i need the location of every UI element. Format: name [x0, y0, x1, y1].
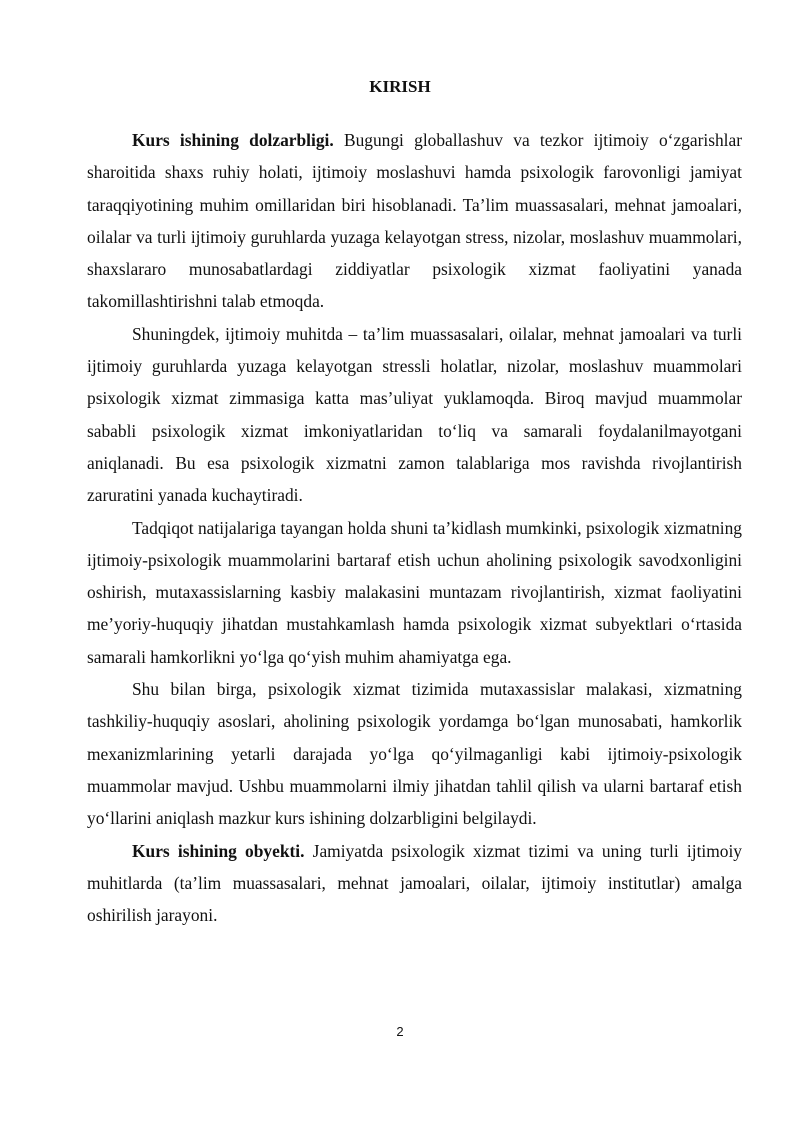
paragraph: [87, 673, 742, 834]
paragraph-lead: Kurs ishining dolzarbligi.: [132, 130, 334, 150]
document-body: [87, 124, 742, 931]
paragraph-text: Shu bilan birga, psixologik xizmat tizimida mutaxassislar malakasi, xizmatning tashkiliy-huquqiy asoslari, aholining psixologik yordamga bo‘lgan munosabati, hamkorlik mexanizmlarining yetarli darajada yo‘lga qo‘yilmaganligi kabi ijtimoiy-psixologik muammolar mavjud. Ushbu muammolarni ilmiy jihatdan tahlil qilish va ularni bartaraf etish yo‘llarini aniqlash mazkur kurs ishining dolzarbligini belgilaydi.: [87, 679, 742, 829]
paragraph-relevance: [87, 124, 742, 318]
paragraph: [87, 318, 742, 512]
paragraph-text: Tadqiqot natijalariga tayangan holda shuni ta’kidlash mumkinki, psixologik xizmatning ijtimoiy-psixologik muammolarini bartaraf etish uchun aholining psixologik savodxonligini oshirish, mutaxassislarning kasbiy malakasini muntazam rivojlantirish, xizmat faoliyatini me’yoriy-huquqiy jihatdan mustahkamlash hamda psixologik xizmat subyektlari o‘rtasida samarali hamkorlikni yo‘lga qo‘yish muhim ahamiyatga ega.: [87, 517, 742, 667]
page-number: 2: [396, 1024, 404, 1039]
paragraph-text: Shuningdek, ijtimoiy muhitda – ta’lim muassasalari, oilalar, mehnat jamoalari va turli ijtimoiy guruhlarda yuzaga kelayotgan stressli holatlar, nizolar, moslashuv muammolari psixologik xizmat zimmasiga katta mas’uliyat yuklamoqda. Biroq mavjud muammolar sababli psixologik xizmat imkoniyatlaridan to‘liq va samarali foydalanilmayotgani aniqlanadi. Bu esa psixologik xizmatni zamon talablariga mos ravishda rivojlantirish zaruratini yanada kuchaytiradi.: [87, 323, 742, 506]
paragraph: [87, 512, 742, 673]
paragraph-object: [87, 835, 742, 932]
paragraph-lead: Kurs ishining obyekti.: [132, 840, 305, 861]
paragraph-text: Bugungi globallashuv va tezkor ijtimoiy o‘zgarishlar sharoitida shaxs ruhiy holati, ijtimoiy moslashuvi hamda psixologik farovonligi jamiyat taraqqiyotining muhim omillaridan biri hisoblanadi. Ta’lim muassasalari, mehnat jamoalari, oilalar va turli ijtimoiy guruhlarda yuzaga kelayotgan stress, nizolar, moslashuv muammolari, shaxslararo munosabatlardagi ziddiyatlar psixologik xizmat faoliyatini yanada takomillashtirishni talab etmoqda.: [87, 130, 742, 312]
paragraph-text: Jamiyatda psixologik xizmat tizimi va uning turli ijtimoiy muhitlarda (ta’lim muassasalari, mehnat jamoalari, oilalar, ijtimoiy institutlar) amalga oshirilish jarayoni.: [87, 840, 742, 926]
section-title: KIRISH: [369, 77, 431, 96]
